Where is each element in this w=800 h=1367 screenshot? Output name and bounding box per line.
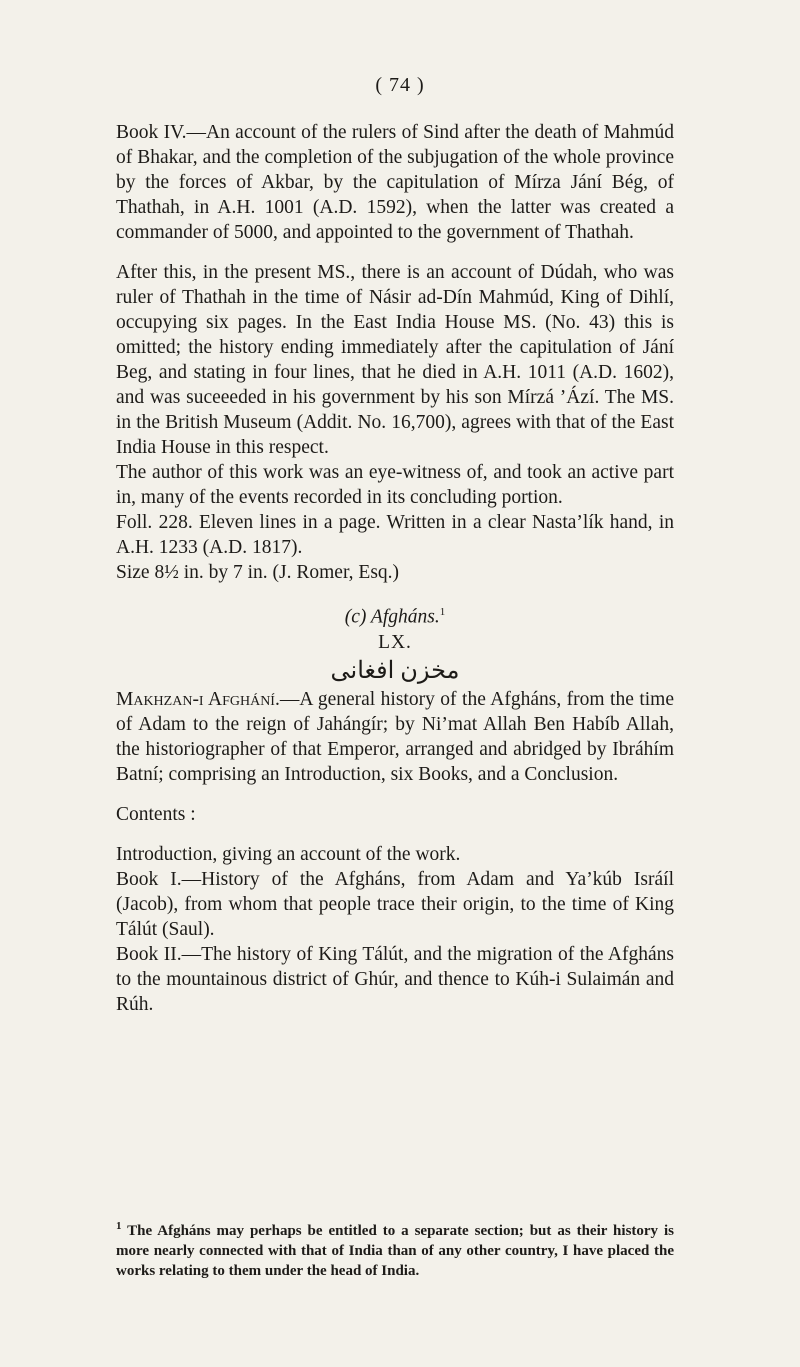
work-title: Makhzan-i Afghání. (116, 688, 280, 710)
contents-label: Contents : (116, 803, 196, 825)
entry-number: LX. (378, 631, 412, 653)
paragraph-folios: Foll. 228. Eleven lines in a page. Written in a clear Nasta’lík hand, in A.H. 1233 (A.D. 1817). (116, 512, 674, 558)
paragraph-author: The author of this work was an eye-witness of, and took an active part in, many of the events recorded in its concluding portion. (116, 462, 674, 508)
footnote (116, 1216, 674, 1281)
footnote-text: The Afgháns may perhaps be entitled to a separate section; but as their history is more nearly connected with that of India than of any other country, I have placed the works relating to them under the head of India. (116, 1223, 674, 1279)
paragraph-after-this: After this, in the present MS., there is an account of Dúdah, who was ruler of Thathah in the time of Násir ad-Dín Mahmúd, King of Dihlí, occupying six pages. In the East India House MS. (No. 43) this is omitted; the history ending immediately after the capitulation of Jání Beg, and stating in four lines, that he died in A.H. 1011 (A.D. 1602), and was suceeeded in his government by his son Mírzá ’Ází. The MS. in the British Museum (Addit. No. 16,700), agrees with that of the East India House in this respect. (116, 262, 674, 458)
work-description: —A general history of the Afgháns, from the time of Adam to the reign of Jahángír; by Ni’mat Allah Ben Habíb Allah, the historiographer of that Emperor, arranged and abridged by Ibráhím Batní; comprising an Introduction, six Books, and a Conclusion. (116, 688, 674, 785)
paragraph-makhzan (116, 687, 674, 787)
section-heading-text: (c) Afgháns. (344, 606, 440, 628)
main-text (116, 120, 674, 1017)
footnote-marker: 1 (116, 1220, 122, 1232)
footnote-ref: 1 (439, 606, 446, 618)
section-heading (116, 600, 674, 630)
paragraph-size: Size 8½ in. by 7 in. (J. Romer, Esq.) (116, 562, 400, 583)
contents-book-i: Book I.—History of the Afgháns, from Adam and Ya’kúb Isráíl (Jacob), from whom that people trace their origin, to the time of King Tálút (Saul). (116, 868, 674, 940)
persian-title: مخزن افغانی (330, 657, 460, 684)
paragraph-book-iv: Book IV.—An account of the rulers of Sind after the death of Mahmúd of Bhakar, and the completion of the subjugation of the whole province by the forces of Akbar, by the capitulation of Mírza Jání Bég, of Thathah, in A.H. 1001 (A.D. 1592), when the latter was created a commander of 5000, and appointed to the government of Thathah. (116, 122, 674, 243)
page-number: ( 74 ) (375, 74, 425, 96)
contents-introduction: Introduction, giving an account of the work. (116, 843, 461, 865)
contents-book-ii: Book II.—The history of King Tálút, and the migration of the Afgháns to the mountainous district of Ghúr, and thence to Kúh-i Sulaimán and Rúh. (116, 943, 674, 1015)
